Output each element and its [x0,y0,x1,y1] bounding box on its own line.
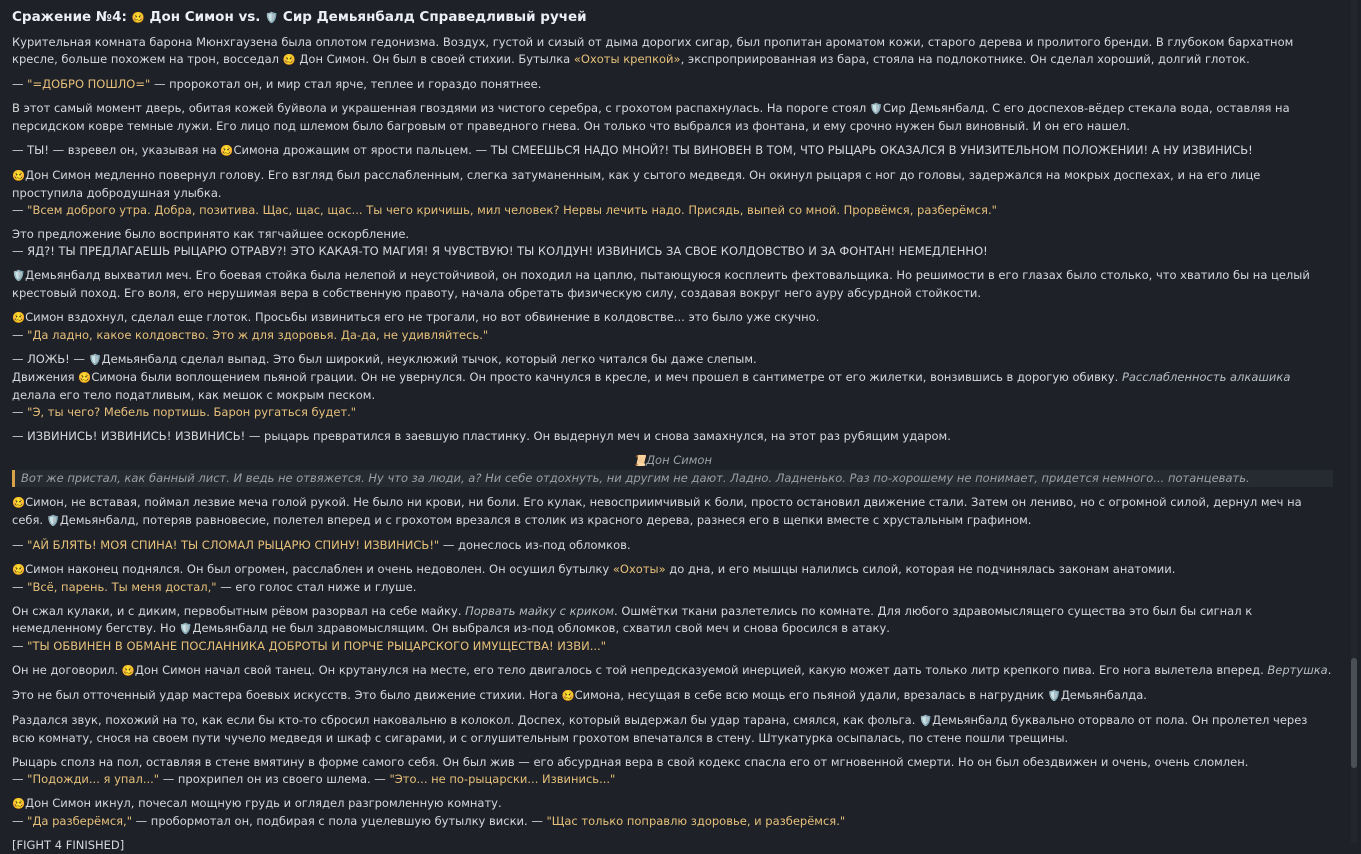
text: Демьянбалд выхватил меч. Его боевая стойка была нелепой и неустойчивой, он походил на цаплю, пытающуюся косплеить фехтовальщика. Но решимости в его глазах было столько, что хватило бы на целый крестовый поход. Его воля, его нерушимая вера в собственную правоту, начала обретать физическую силу, создавая вокруг него ауру абсурдной стойкости. [12,268,1310,300]
dash: — [12,203,24,217]
quote: "Э, ты чего? Мебель портишь. Барон ругаться будет." [27,405,357,419]
dash: — [12,77,24,91]
paragraph-14 [12,603,1333,655]
paragraph-6 [12,226,1333,260]
scrollbar-thumb[interactable] [1351,658,1357,768]
text: Это не был отточенный удар мастера боевых искусств. Это было движение стихии. Нога [12,688,558,702]
quote: "АЙ БЛЯТЬ! МОЯ СПИНА! ТЫ СЛОМАЛ РЫЦАРЮ СПИНУ! ИЗВИНИСЬ!" [27,538,440,552]
paragraph-17 [12,712,1333,747]
shield-icon: 🛡️ [869,103,883,115]
highlight-item: «Охоты крепкой» [573,52,681,66]
text: — ТЫ! — взревел он, указывая на [12,143,217,157]
paragraph-12 [12,537,1333,554]
highlight-item: «Охоты» [612,562,666,576]
fighter-2-name: Сир Демьянбалд Справедливый ручей [282,9,587,25]
text: делала его тело податливым, как мешок с мокрым песком. [12,388,376,402]
text: . [1327,663,1332,677]
text: Демьянбалд сделал выпад. Это был широкий, неуклюжий тычок, который легко читался бы даже слепым. [101,352,757,366]
dash: — [12,772,24,786]
shield-icon: 🛡️ [88,354,102,366]
drunk-face-icon: 🥴 [12,170,26,182]
text: . Ошмётки ткани разлетелись по комнате. Для любого здравомыслящего существа это был бы сигнал к немедленному бегству. Но [12,604,1253,635]
text: , экспроприированная из бара, стояла на подлокотнике. Он сделал хороший, долгий глоток. [680,52,1250,66]
text: В этот самый момент дверь, обитая кожей буйвола и украшенная гвоздями из чистого серебра, с грохотом распахнулась. На пороге стоял [12,101,867,115]
paragraph-11 [12,494,1333,530]
quote: "Это... не по-рыцарски... Извинись..." [389,772,616,786]
dash: — [12,538,24,552]
shield-icon: 🛡️ [179,623,193,635]
inner-thought-quote [12,470,1333,487]
fight-title [12,6,1333,29]
drunk-face-icon: 🥴 [78,372,92,384]
speaker-name: Дон Симон [646,453,712,467]
text: Демьянбалда. [1060,688,1147,702]
text: Демьянбалд не был здравомыслящим. Он выбрался из-под обломков, схватил свой меч и снова бросился в атаку. [192,621,890,635]
paragraph-18 [12,754,1333,788]
dash: — [12,814,24,828]
quote: "=ДОБРО ПОШЛО=" [27,77,151,91]
text: — ИЗВИНИСЬ! ИЗВИНИСЬ! ИЗВИНИСЬ! — рыцарь превратился в заевшую пластинку. Он выдернул меч и снова замахнулся, на этот раз рубящим ударом. [12,429,951,443]
text: Это предложение было воспринято как тягчайшее оскорбление. [12,227,410,241]
text: Он сжал кулаки, и с диким, первобытным рёвом разорвал на себе майку. [12,604,462,618]
scrollbar[interactable] [1351,0,1357,843]
paragraph-15 [12,662,1333,680]
paragraph-16 [12,687,1333,705]
text: Дон Симон. Он был в своей стихии. Бутылка [299,52,571,66]
drunk-face-icon: 🥴 [12,497,26,509]
action-text: Расслабленность алкашика [1121,370,1291,384]
text: Симона дрожащим от ярости пальцем. — ТЫ СМЕЕШЬСЯ НАДО МНОЙ?! ТЫ ВИНОВЕН В ТОМ, ЧТО РЫЦАРЬ ОКАЗАЛСЯ В УНИЗИТЕЛЬНОМ ПОЛОЖЕНИИ! А НУ ИЗВИНИСЬ! [233,143,1253,157]
quote: "ТЫ ОБВИНЕН В ОБМАНЕ ПОСЛАННИКА ДОБРОТЫ И ПОРЧЕ РЫЦАРСКОГО ИМУЩЕСТВА! ИЗВИ..." [27,639,606,653]
text: — ЯД?! ТЫ ПРЕДЛАГАЕШЬ РЫЦАРЮ ОТРАВУ?! ЭТО КАКАЯ-ТО МАГИЯ! Я ЧУВСТВУЮ! ТЫ КОЛДУН! ИЗВИНИСЬ ЗА СВОЕ КОЛДОВСТВО И ЗА ФОНТАН! НЕМЕДЛЕННО! [12,244,988,258]
text: Сир Демьянбалд. С его доспехов-вёдер стекала вода, оставляя на персидском ковре темные лужи. Его лицо под шлемом было багровым от праведного гнева. Он только что выбрался из фонтана, и ему срочно нужен был виновный. И он его нашел. [12,101,1290,133]
quote: "Подожди... я упал..." [27,772,160,786]
paragraph-7 [12,267,1333,302]
text: Раздался звук, похожий на то, как если бы кто-то сбросил наковальню в колокол. Доспех, который выдержал бы удар тарана, смялся, как фольга. [12,713,916,727]
text: Демьянбалд, потеряв равновесие, полетел вперед и с грохотом врезался в столик из красного дерева, разнеся его в щепки вместе с хрустальным графином. [59,513,1032,527]
text: Он не договорил. [12,663,119,677]
paragraph-10 [12,428,1333,445]
action-text: Порвать майку с криком [465,604,615,618]
dash: — [12,328,24,342]
fight-status [12,837,1333,854]
text: Дон Симон начал свой танец. Он крутанулся на месте, его тело двигалось с той непредсказуемой инерцией, какую может дать только литр крепкого пива. Его нога вылетела вперед. [134,663,1264,677]
drunk-face-icon: 🥴 [282,54,296,66]
text: Демьянбалд буквально оторвало от пола. Он пролетел через всю комнату, снося на своем пути чучело медведя и шкаф с сигарами, и с оглушительным грохотом впечатался в стену. Штукатурка осыпалась, по стене пошли трещины. [12,713,1308,745]
fighter-1-name: Дон Симон vs. [149,9,261,25]
text: до дна, и его мышцы налились силой, которая не подчинялась законам анатомии. [669,562,1176,576]
shield-icon: 🛡️ [919,715,933,727]
text: Курительная комната барона Мюнхгаузена была оплотом гедонизма. Воздух, густой и сизый от дыма дорогих сигар, был пропитан ароматом кожи, старого дерева и пролитого бренди. В глубоком бархатном кресле, больше похожем на трон, восседал [12,35,1294,66]
text: — донеслось из-под обломков. [442,538,631,552]
drunk-face-icon: 🥴 [561,690,575,702]
shield-icon: 🛡️ [1047,690,1061,702]
dash: — [12,580,24,594]
quote: "Да разберёмся," [27,814,132,828]
text: Симон наконец поднялся. Он был огромен, расслаблен и очень недоволен. Он осушил бутылку [25,562,610,576]
paragraph-8 [12,309,1333,344]
text: Рыцарь сполз на пол, оставляя в стене вмятину в форме самого себя. Он был жив — его абсурдная вера в свой кодекс спасла его от мгновенной смерти. Но он был обездвижен и очень, очень сломлен. [12,755,1249,769]
paragraph-4 [12,142,1333,160]
text: Симона, несущая в себе всю мощь его пьяной удали, врезалась в нагрудник [574,688,1045,702]
text: — ЛОЖЬ! — [12,352,85,366]
text: Движения [12,370,75,384]
dash: — [12,405,24,419]
paragraph-2 [12,76,1333,93]
drunk-face-icon: 🥴 [12,564,26,576]
thought-text: Вот же пристал, как банный лист. И ведь не отвяжется. Ну что за люди, а? Ни себе отдохнуть, ни другим не дают. Ладно. Ладненько. Раз по-хорошему не понимает, придется немного... потанцевать. [21,471,1250,485]
text: Симон вздохнул, сделал еще глоток. Просьбы извиниться его не трогали, но вот обвинение в колдовстве... это было уже скучно. [25,310,820,324]
fight-number: Сражение №4: [12,9,127,25]
paragraph-9 [12,351,1333,421]
drunk-face-icon: 🥴 [220,145,234,157]
text: Симон, не вставая, поймал лезвие меча голой рукой. Не было ни крови, ни боли. Его кулак, невосприимчивый к боли, просто остановил движение стали. Затем он лениво, но с огромной силой, дернул меч на себя. [12,495,1302,527]
text: — прохрипел он из своего шлема. — [162,772,386,786]
shield-icon: 🛡️ [46,515,60,527]
paragraph-19 [12,795,1333,830]
quote: "Всем доброго утра. Добра, позитива. Щас, щас, щас... Ты чего кричишь, мил человек? Нервы лечить надо. Присядь, выпей со мной. Прорвёмся, разберёмся." [27,203,997,217]
action-text: Вертушка [1267,663,1328,677]
paragraph-3 [12,100,1333,135]
inner-thought-header [12,452,1333,470]
text: Дон Симон икнул, почесал мощную грудь и оглядел разгромленную комнату. [25,796,502,810]
drunk-face-icon: 🥴 [12,798,26,810]
drunk-face-icon: 🥴 [121,665,135,677]
drunk-face-icon: 🥴 [12,312,26,324]
status-text: [FIGHT 4 FINISHED] [12,838,125,852]
scroll-icon: 📜 [632,455,647,467]
dash: — [12,639,24,653]
shield-icon: 🛡️ [265,12,279,24]
text: Симона были воплощением пьяной грации. Он не увернулся. Он просто качнулся в кресле, и меч прошел в сантиметре от его жилетки, вонзившись в дорогую обивку. [91,370,1119,384]
quote: "Всё, парень. Ты меня достал," [27,580,217,594]
drunk-face-icon: 🥴 [131,12,145,24]
text: — пробормотал он, подбирая с пола уцелевшую бутылку виски. — [135,814,543,828]
text: Дон Симон медленно повернул голову. Его взгляд был расслабленным, слегка затуманенным, как у сытого медведя. Он окинул рыцаря с ног до головы, задержался на мокрых доспехах, и на его лице проступила добродушная улыбка. [12,168,1261,200]
shield-icon: 🛡️ [12,270,26,282]
paragraph-5 [12,167,1333,219]
paragraph-13 [12,561,1333,596]
paragraph-1 [12,34,1333,69]
text: — его голос стал ниже и глуше. [220,580,417,594]
quote: "Щас только поправлю здоровье, и разберёмся." [546,814,846,828]
text: — пророкотал он, и мир стал ярче, теплее и гораздо понятнее. [153,77,542,91]
quote: "Да ладно, какое колдовство. Это ж для здоровья. Да-да, не удивляйтесь." [27,328,489,342]
